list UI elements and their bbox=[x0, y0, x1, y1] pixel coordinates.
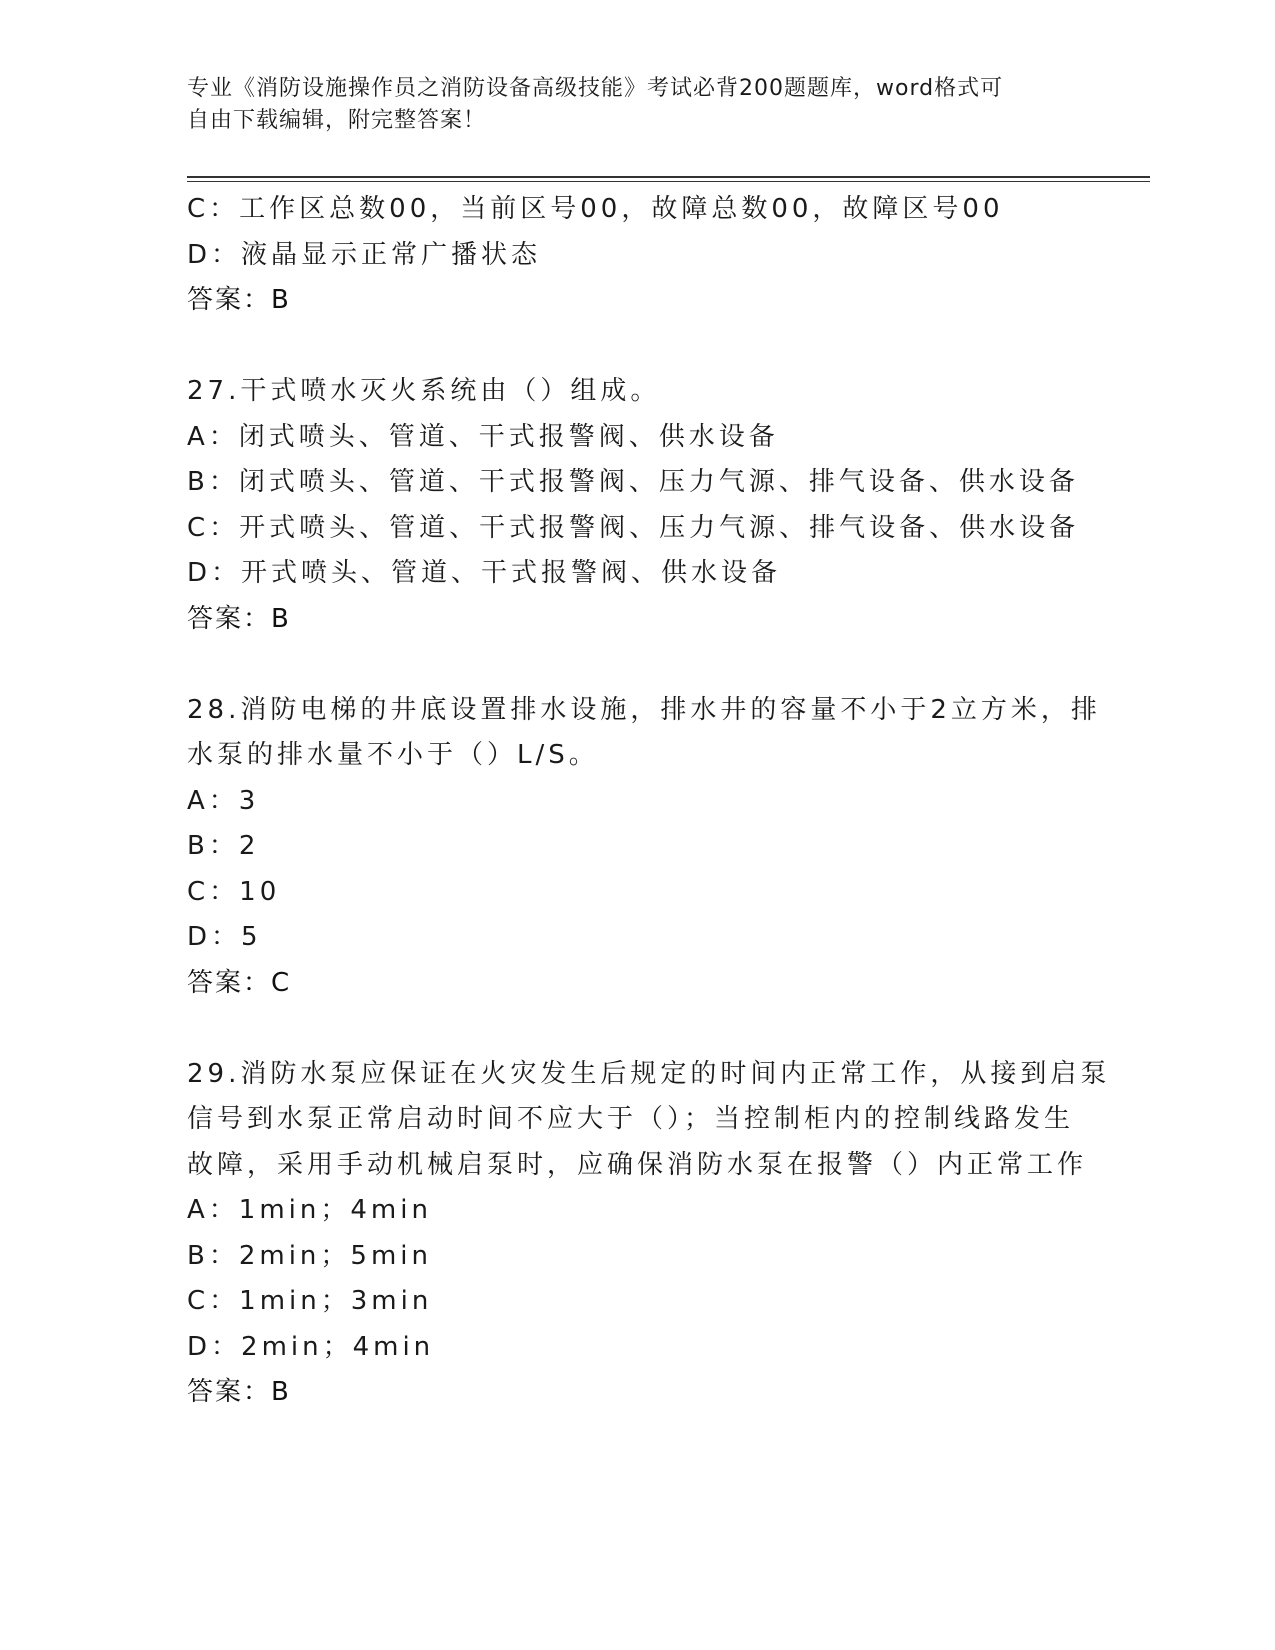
spacer bbox=[187, 1006, 1087, 1052]
q29-stem-line-2: 信号到水泵正常启动时间不应大于（）；当控制柜内的控制线路发生 bbox=[187, 1104, 1075, 1134]
q29-option-c: C：1min；3min bbox=[187, 1286, 433, 1316]
header-divider bbox=[187, 176, 1150, 182]
q26-option-d: D：液晶显示正常广播状态 bbox=[187, 239, 542, 270]
question-26 bbox=[187, 187, 1087, 324]
q26-option-c: C：工作区总数00，当前区号00，故障总数00，故障区号00 bbox=[187, 194, 1004, 224]
question-28 bbox=[187, 688, 1101, 1007]
q28-stem-line-1: 28.消防电梯的井底设置排水设施，排水井的容量不小于2立方米，排 bbox=[187, 694, 1101, 725]
q28-answer: 答案：C bbox=[187, 967, 292, 998]
q28-option-c: C：10 bbox=[187, 876, 281, 907]
q29-stem-line-1: 29.消防水泵应保证在火灾发生后规定的时间内正常工作，从接到启泵 bbox=[187, 1058, 1111, 1089]
q27-option-d: D：开式喷头、管道、干式报警阀、供水设备 bbox=[187, 558, 782, 588]
header-title-line-1: 专业《消防设施操作员之消防设备高级技能》考试必背200题题库，word格式可 bbox=[187, 76, 1004, 101]
q28-stem-line-2: 水泵的排水量不小于（）L/S。 bbox=[187, 740, 599, 770]
spacer bbox=[187, 324, 1087, 370]
q29-option-b: B：2min；5min bbox=[187, 1240, 432, 1271]
q28-option-d: D：5 bbox=[187, 922, 262, 952]
q28-option-b: B：2 bbox=[187, 831, 260, 861]
question-27 bbox=[187, 369, 1087, 642]
q27-option-b: B：闭式喷头、管道、干式报警阀、压力气源、排气设备、供水设备 bbox=[187, 467, 1079, 497]
question-29 bbox=[187, 1052, 1111, 1416]
q28-option-a: A：3 bbox=[187, 785, 260, 816]
q27-option-c: C：开式喷头、管道、干式报警阀、压力气源、排气设备、供水设备 bbox=[187, 512, 1080, 543]
q27-stem: 27.干式喷水灭火系统由（）组成。 bbox=[187, 376, 661, 406]
q29-option-a: A：1min；4min bbox=[187, 1195, 432, 1225]
q26-answer: 答案：B bbox=[187, 285, 291, 315]
spacer bbox=[187, 642, 1087, 688]
q29-option-d: D：2min；4min bbox=[187, 1331, 435, 1362]
q27-answer: 答案：B bbox=[187, 603, 291, 634]
header-title-line-2: 自由下载编辑，附完整答案！ bbox=[187, 108, 487, 133]
q29-answer: 答案：B bbox=[187, 1377, 291, 1407]
question-list bbox=[187, 187, 1111, 1416]
document-header bbox=[187, 73, 1067, 137]
q29-stem-line-3: 故障，采用手动机械启泵时，应确保消防水泵在报警（）内正常工作 bbox=[187, 1149, 1088, 1180]
q27-option-a: A：闭式喷头、管道、干式报警阀、供水设备 bbox=[187, 421, 779, 452]
